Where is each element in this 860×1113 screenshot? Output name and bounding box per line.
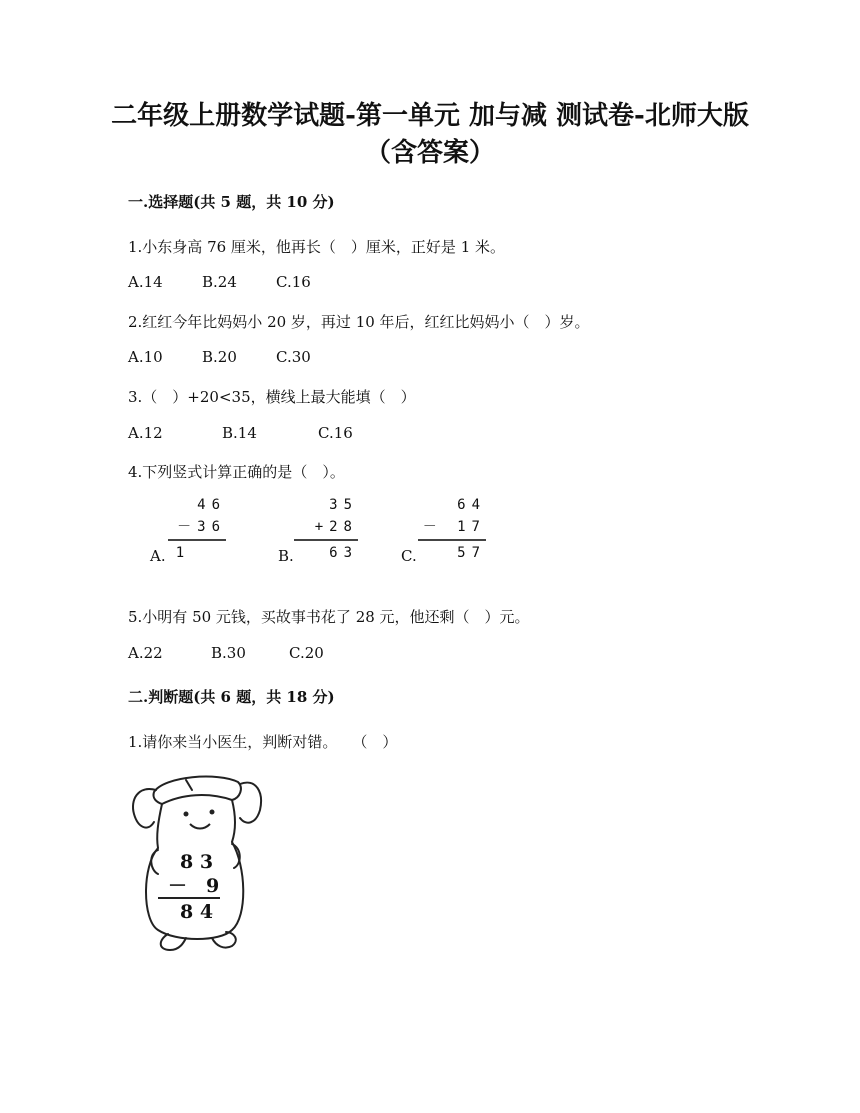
vertical-c-result: 57: [457, 545, 486, 561]
q4-option-b: B.: [278, 547, 294, 565]
vertical-b-rule: [294, 539, 358, 541]
question-1: 1.小东身高 76 厘米，他再长（ ）厘米，正好是 1 米。: [128, 238, 506, 256]
q5-option-a: A.22: [128, 644, 163, 662]
q5-option-c: C.20: [289, 644, 324, 662]
question-4: 4.下列竖式计算正确的是（ ）。: [128, 463, 345, 481]
vertical-a-result: 1: [175, 545, 191, 561]
vertical-calc-b: [294, 494, 358, 564]
q1-option-a: A.14: [128, 273, 163, 291]
doctor-cap: [153, 777, 240, 804]
mouth: [190, 824, 210, 829]
vertical-b-result: 63: [329, 545, 358, 561]
q1-option-b: B.24: [202, 273, 237, 291]
q5-option-b: B.30: [211, 644, 246, 662]
q4-option-c: C.: [401, 547, 417, 565]
vertical-a-rule: [168, 539, 226, 541]
q2-option-b: B.20: [202, 348, 237, 366]
judgement-question-1: 1.请你来当小医生，判断对错。 （ ）: [128, 733, 398, 751]
vertical-c-top: 64: [457, 497, 486, 513]
question-3: 3.（ ）+20<35，横线上最大能填（ ）: [128, 388, 416, 406]
vertical-b-top: 35: [329, 497, 358, 513]
cartoon-calc-second: － 9: [168, 875, 220, 897]
question-5: 5.小明有 50 元钱，买故事书花了 28 元，他还剩（ ）元。: [128, 608, 530, 626]
vertical-b-second: +28: [314, 519, 358, 535]
vertical-a-top: 46: [197, 497, 226, 513]
vertical-calc-a: [168, 494, 226, 564]
q3-option-a: A.12: [128, 424, 163, 442]
right-eye: [210, 810, 215, 815]
vertical-calc-c: [418, 494, 486, 564]
left-eye: [184, 812, 189, 817]
cartoon-calc-result: 8 4: [180, 901, 214, 923]
section-heading-judgement: 二.判断题(共 6 题，共 18 分): [128, 688, 335, 706]
section-heading-choice: 一.选择题(共 5 题，共 10 分): [128, 193, 335, 211]
cartoon-calc-top: 8 3: [180, 851, 214, 873]
q3-option-b: B.14: [222, 424, 257, 442]
q1-option-c: C.16: [276, 273, 311, 291]
q3-option-c: C.16: [318, 424, 353, 442]
right-ear: [240, 783, 261, 823]
page-title: 二年级上册数学试题-第一单元 加与减 测试卷-北师大版（含答案）: [111, 101, 749, 168]
vertical-a-second: －36: [177, 519, 226, 535]
q4-option-a: A.: [150, 547, 166, 565]
q2-option-a: A.10: [128, 348, 163, 366]
vertical-c-rule: [418, 539, 486, 541]
q2-option-c: C.30: [276, 348, 311, 366]
vertical-c-second: － 17: [422, 519, 486, 535]
cartoon-figure: [128, 770, 268, 960]
question-2: 2.红红今年比妈妈小 20 岁，再过 10 年后，红红比妈妈小（ ）岁。: [128, 313, 590, 331]
